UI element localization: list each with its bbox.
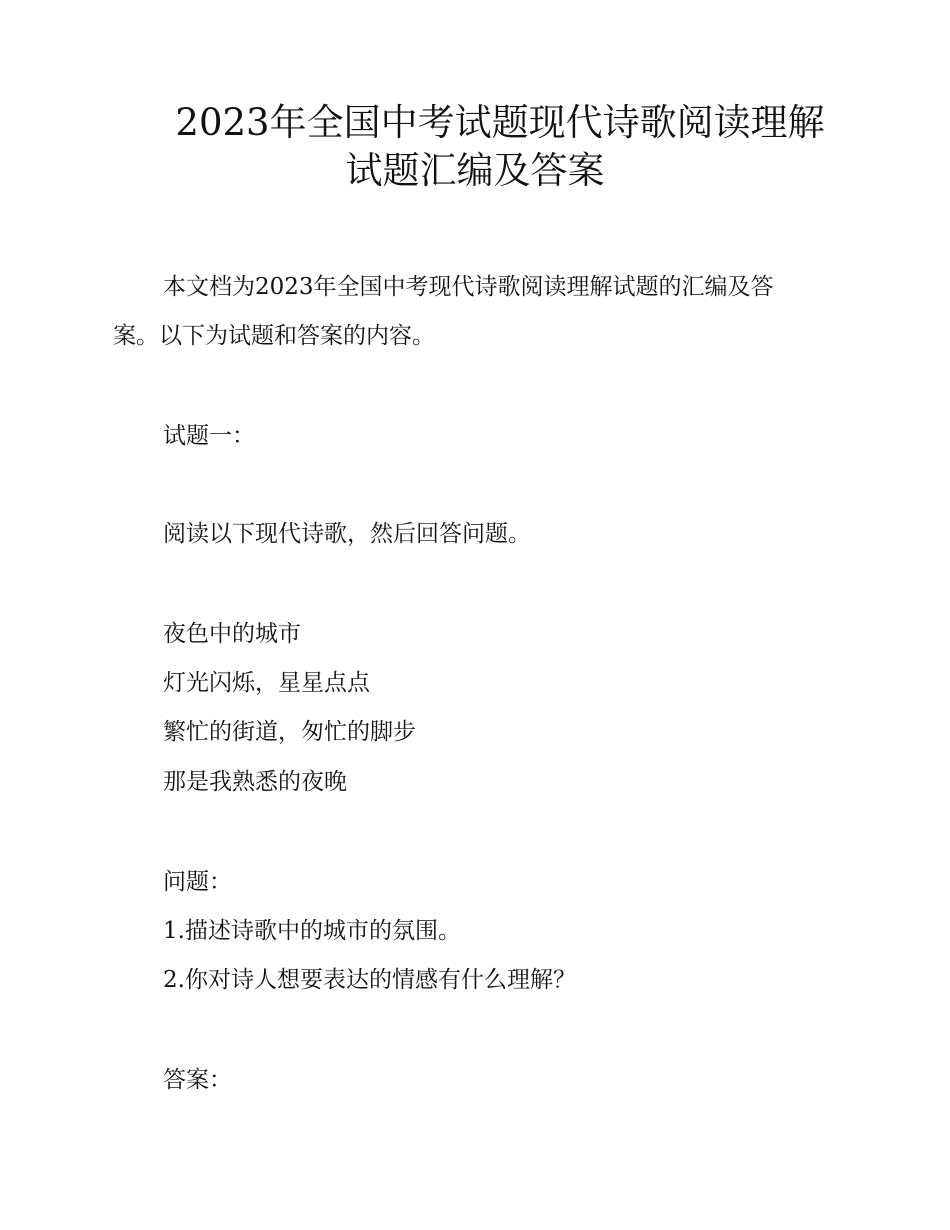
document-title-line-2: 试题汇编及答案	[345, 149, 605, 192]
poem-line: 那是我熟悉的夜晚	[163, 769, 347, 795]
answer-heading: 答案：	[163, 1067, 232, 1093]
document-title-line-1: 2023年全国中考试题现代诗歌阅读理解	[175, 101, 825, 144]
questions-heading: 问题：	[163, 869, 232, 895]
poem-line: 灯光闪烁，星星点点	[163, 670, 370, 696]
reading-instruction: 阅读以下现代诗歌，然后回答问题。	[163, 521, 531, 547]
poem-line: 夜色中的城市	[163, 621, 301, 647]
question-item: 1.描述诗歌中的城市的氛围。	[163, 918, 461, 944]
intro-paragraph-line-1: 本文档为2023年全国中考现代诗歌阅读理解试题的汇编及答	[163, 274, 774, 300]
question-one-heading: 试题一：	[163, 423, 255, 449]
poem-line: 繁忙的街道，匆忙的脚步	[163, 719, 416, 745]
intro-paragraph-line-2: 案。以下为试题和答案的内容。	[113, 323, 435, 349]
question-item: 2.你对诗人想要表达的情感有什么理解？	[163, 967, 576, 993]
